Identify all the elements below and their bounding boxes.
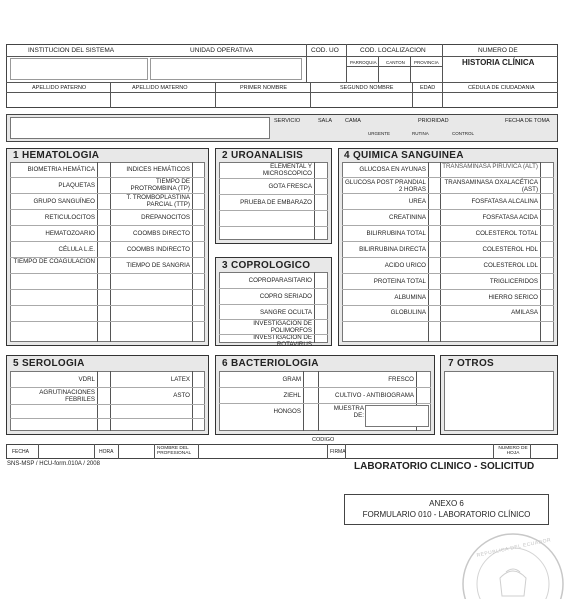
qs-glucosa-ayunas: GLUCOSA EN AYUNAS xyxy=(359,166,426,173)
provincia-label: PROVINCIA xyxy=(414,60,439,65)
serologia-title: 5 SEROLOGIA xyxy=(13,358,85,369)
apellido-paterno-label: APELLIDO PATERNO xyxy=(32,85,87,91)
hem-coombs-directo: COOMBS DIRECTO xyxy=(133,230,190,237)
qs-colesterol-total: COLESTEROL TOTAL xyxy=(475,230,538,237)
urgente-label: URGENTE xyxy=(368,131,391,136)
institucion-label: INSTITUCION DEL SISTEMA xyxy=(28,47,115,54)
bac-gram: GRAM xyxy=(282,376,301,383)
ser-asto: ASTO xyxy=(173,392,190,399)
hem-reticulocitos: RETICULOCITOS xyxy=(44,214,95,221)
hematologia-title: 1 HEMATOLOGIA xyxy=(13,150,100,161)
qs-bilirrubina-directa: BILIRRUBINA DIRECTA xyxy=(359,246,426,253)
edad-label: EDAD xyxy=(420,85,436,91)
bac-muestra: MUESTRA DE: xyxy=(333,405,364,419)
nombre-profesional-label: NOMBRE DEL PROFESIONAL xyxy=(157,446,192,456)
parroquia-label: PARROQUIA xyxy=(350,60,377,65)
fecha-toma-label: FECHA DE TOMA xyxy=(505,118,550,124)
coprologico-title: 3 COPROLOGICO xyxy=(222,260,311,271)
rutina-label: RUTINA xyxy=(412,131,429,136)
anexo-line1: ANEXO 6 xyxy=(429,499,464,508)
copro-rotavirus: INVESTIGACION DE ROTAVIRUS xyxy=(253,334,312,348)
hem-tiempo-coagulacion: TIEMPO DE COAGULACION xyxy=(13,258,95,265)
ser-vdrl: VDRL xyxy=(78,376,95,383)
ser-agrutinaciones: AGRUTINACIONES FEBRILES xyxy=(39,389,95,403)
qs-ast: TRANSAMINASA OXALACÉTICA (AST) xyxy=(444,179,538,193)
codigo-label: CODIGO xyxy=(312,437,335,443)
prioridad-label: PRIORIDAD xyxy=(418,118,449,124)
qs-urea: UREA xyxy=(408,198,426,205)
numero-hoja-label: NUMERO DE HOJA xyxy=(498,446,528,456)
servicio-label: SERVICIO xyxy=(274,118,301,124)
cedula-label: CÉDULA DE CIUDADANIA xyxy=(468,85,535,91)
footer-row xyxy=(6,444,558,459)
canton-label: CANTON xyxy=(386,60,405,65)
numero-de-label: NUMERO DE xyxy=(478,47,518,54)
qs-colesterol-ldl: COLESTEROL LDL xyxy=(483,262,538,269)
hem-drepanocitos: DREPANOCITOS xyxy=(141,214,190,221)
ser-latex: LATEX xyxy=(170,376,190,383)
hem-hematozoario: HEMATOZOARIO xyxy=(45,230,95,237)
bac-fresco: FRESCO xyxy=(388,376,414,383)
qs-colesterol-hdl: COLESTEROL HDL xyxy=(482,246,538,253)
copro-seriado: COPRO SERIADO xyxy=(259,293,312,300)
form-id: SNS-MSP / HCU-form.010A / 2008 xyxy=(7,461,100,467)
hem-indices: INDICES HEMÁTICOS xyxy=(126,166,190,173)
fecha-label: FECHA xyxy=(12,449,29,455)
hem-biometria: BIOMETRIA HEMÁTICA xyxy=(27,166,95,173)
qs-alt: TRANSAMINASA PIRÚVICA (ALT) xyxy=(442,163,538,170)
historia-clinica-field[interactable] xyxy=(446,68,554,80)
cod-uo-label: COD. UO xyxy=(311,47,339,54)
segundo-nombre-label: SEGUNDO NOMBRE xyxy=(340,85,394,91)
copro-sangre-oculta: SANGRE OCULTA xyxy=(259,309,312,316)
hem-coombs-indirecto: COOMBS INDIRECTO xyxy=(126,246,190,253)
qs-acido-urico: ACIDO URICO xyxy=(384,262,426,269)
form-title: LABORATORIO CLINICO - SOLICITUD xyxy=(354,461,535,472)
qs-fosfatasa-acida: FOSFATASA ACIDA xyxy=(482,214,538,221)
bac-ziehl: ZIEHL xyxy=(283,392,301,399)
qs-glucosa-post: GLUCOSA POST PRANDIAL 2 HORAS xyxy=(344,179,426,193)
unidad-operativa-label: UNIDAD OPERATIVA xyxy=(190,47,253,54)
hem-tp: TIEMPO DE PROTROMBINA (TP) xyxy=(130,178,190,192)
uro-elemental: ELEMENTAL Y MICROSCOPICO xyxy=(262,163,312,177)
hem-ttp: T. TROMBOPLASTINA PARCIAL (TTP) xyxy=(126,194,190,208)
hora-label: HORA xyxy=(99,449,114,455)
sala-label: SALA xyxy=(318,118,333,124)
qs-trigliceridos: TRIGLICERIDOS xyxy=(489,278,538,285)
muestra-field[interactable] xyxy=(365,405,429,427)
qs-fosfatasa-alcalina: FOSFATASA ALCALINA xyxy=(471,198,538,205)
otros-field[interactable] xyxy=(444,371,554,431)
cod-localizacion-label: COD. LOCALIZACION xyxy=(360,47,426,54)
copro-coproparasitario: COPROPARASITARIO xyxy=(248,277,312,284)
qs-hierro-serico: HIERRO SERICO xyxy=(488,294,538,301)
otros-title: 7 OTROS xyxy=(448,358,494,369)
bacteriologia-title: 6 BACTERIOLOGIA xyxy=(222,358,319,369)
apellido-materno-label: APELLIDO MATERNO xyxy=(132,85,188,91)
anexo-line2: FORMULARIO 010 - LABORATORIO CLÍNICO xyxy=(362,510,531,519)
copro-polimorfos: INVESTIGACION DE POLIMORFOS xyxy=(253,320,312,334)
control-label: CONTROL xyxy=(452,131,475,136)
ecuador-seal-icon xyxy=(458,528,568,599)
qs-bilirrubina-total: BILIRRUBINA TOTAL xyxy=(366,230,426,237)
hem-tiempo-sangria: TIEMPO DE SANGRIA xyxy=(126,262,190,269)
quimica-title: 4 QUIMICA SANGUINEA xyxy=(344,150,464,161)
hem-celula-le: CÉLULA L.E. xyxy=(58,246,95,253)
primer-nombre-label: PRIMER NOMBRE xyxy=(240,85,288,91)
qs-creatinina: CREATININA xyxy=(388,214,426,221)
qs-albumina: ALBUMINA xyxy=(394,294,426,301)
bac-hongos: HONGOS xyxy=(273,408,301,415)
uroanalisis-title: 2 UROANALISIS xyxy=(222,150,304,161)
uro-prueba-embarazo: PRUEBA DE EMBARAZO xyxy=(240,199,312,206)
qs-globulina: GLOBULINA xyxy=(390,309,426,316)
seal-text: REPUBLICA DEL ECUADOR xyxy=(476,537,552,559)
historia-clinica-label: HISTORIA CLÍNICA xyxy=(462,58,535,67)
cama-label: CAMA xyxy=(345,118,361,124)
qs-amilasa: AMILASA xyxy=(511,309,538,316)
hem-grupo-sanguineo: GRUPO SANGUÍNEO xyxy=(33,198,95,205)
uro-gota-fresca: GOTA FRESCA xyxy=(268,183,312,190)
qs-proteina-total: PROTEINA TOTAL xyxy=(373,278,426,285)
hem-plaquetas: PLAQUETAS xyxy=(58,182,95,189)
bac-cultivo: CULTIVO - ANTIBIOGRAMA xyxy=(335,392,414,399)
firma-label: FIRMA xyxy=(330,449,346,455)
service-main-field[interactable] xyxy=(10,117,270,139)
